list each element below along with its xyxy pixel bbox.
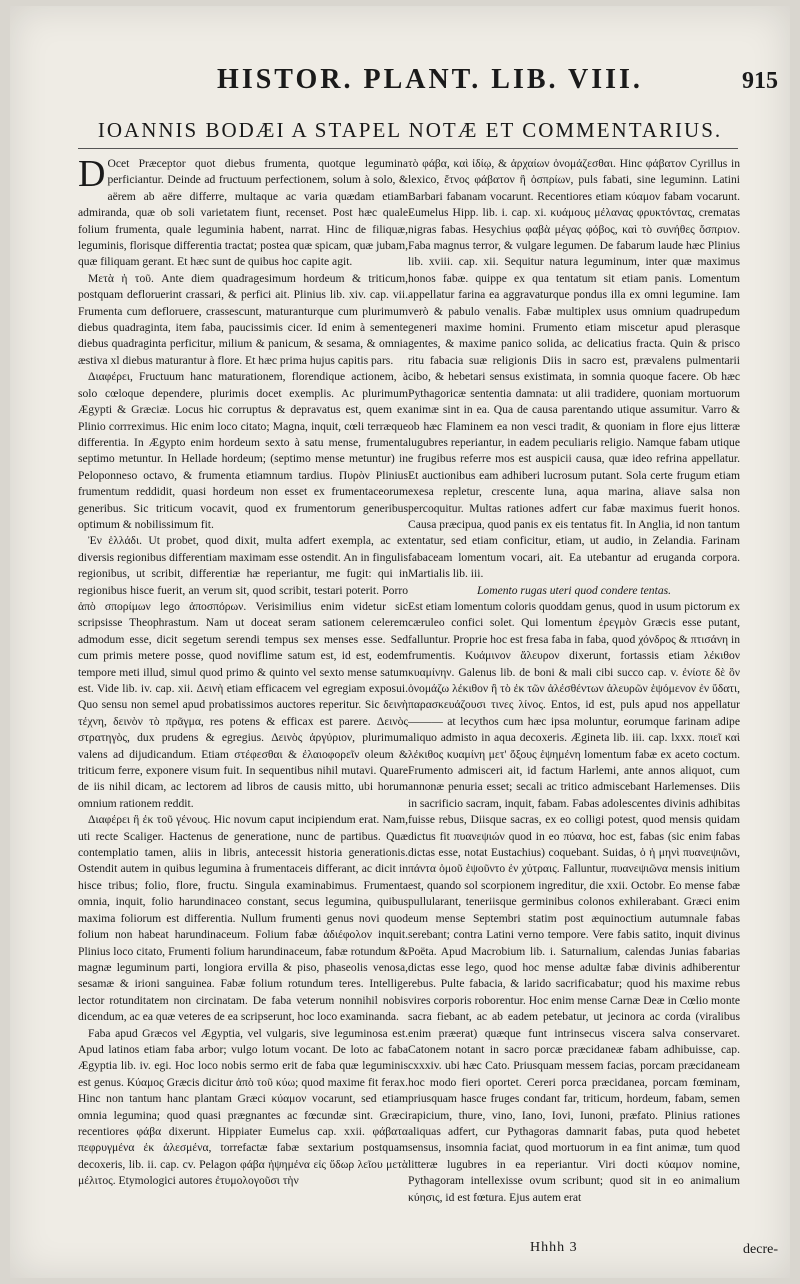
book-page bbox=[10, 6, 790, 1278]
page-number: 915 bbox=[742, 68, 778, 94]
left-column bbox=[78, 153, 408, 1190]
paragraph: τὸ φάβα, καὶ ἰδίῳ, & ἀρχαίων ὀνομάζεσθαι. Hinc φάβατον Cyrillus in lexico, ἔτνος φάβατον ἢ ὀσπρίων, puls fabati, sine leguminn. Latini Barbari fabanam vocarunt. Recentiores etiam κύαμον fabam vocarunt. Eumelus Hipp. lib. i. cap. xi. κυάμους μέλανας φρυκτόντας, crematas nigras fabas. Hesychius φαβὰ μέγας φόβος, καὶ τὸ συνήθες ὄσπριον. Faba magnus terror, & vulgare legumen. De fabarum laude hæc Plinius lib. xviii. cap. xii. Sequitur natura leguminum, inter quæ maximus honos fabæ. quippe ex qua tentatum sit etiam panis. Lomentum appellatur farina ea aggravaturque pondus illa ex omni legumine. Iam verò & pabulo venalis. Fabæ multiplex usus omnium quadrupedum generi maxime homini. Frumento etiam miscetur apud plerasque gentes, & maxime panico solida, ac delicatius fracta. Quin & prisco ritu fabacia suæ religionis Diis in sacro est, prævalens pulmentarii cibo, & hebetari sensus existimata, in somnia quoque facere. Ob hæc Pythagoricæ sententia damnata: ut alii tradidere, quoniam mortuorum animæ sint in ea. Qua de causa parentando utique assumitur. Varro & ob hæc Flaminem ea non vesci tradit, & quoniam in flore ejus litteræ lugubres reperiantur, in eadem peculiaris religio. Namque fabam utique e frugibus referre mos est auspicii causa, quæ ideo refrina appellatur. Et auctionibus eam adhiberi lucrosum putant. Sola certe frugum etiam exesa repletur, crescente luna, aqua marina, aliave salsa non percoquitur. Multas rationes adfert cur fabæ maximus fuerit honos. Causa præcipua, quod panis ex eis tentatus fit. In Anglia, id non tantum tentatur, sed etiam conficitur, etiam, ut audio, in Zelandia. Farinam fabaceam lomentum vocari, ait. Ea utebantur ad eruganda corpora. Martialis lib. iii. bbox=[408, 157, 740, 581]
paragraph: Διαφέρει ἢ ἐκ τοῦ γένους. Hic novum caput incipiendum erat. Nam, uti recte Scaliger. Hactenus de generatione, nunc de partibus. Quæ contemplatio tamen, aliis in libris, antecessit historia generationis. Ostendit autem in quibus legumina à frumentaceis differant, ac dicit in hisce tribus; folio, flore, fructu. Singula examinabimus. Frumenta omnia, inquit, folio harundinaceo constant, secus legumina, quibus maxima foliorum est differentia. Nullum frumenti genus novi quod folium non habeat harundinaceum. Folium fabæ ἀδιέφολον inquit. Plinius loco citato, Frumenti folium harundinaceum, fabæ rotundum & magnæ leguminum parti, longiora ervilla & piso, phaseolis venosa, sesamæ & irioni sanguinea. Fabæ folium rotundum teres. Intellige lector rotunditatem non circinatam. De faba veterum nonnihil nobis dicendum, ac ea quæ veteres de ea scripserunt, hoc loco examinanda. bbox=[78, 813, 408, 1024]
paragraph: Faba apud Græcos vel Ægyptia, vel vulgaris, sive leguminosa est. Apud latinos etiam faba arbor; vulgo lotum vocant. De loto ac faba Ægyptia lib. iv. egi. Hoc loco nobis sermo erit de faba quæ leguminis est genus. Κύαμος Græcis dicitur ἀπὸ τοῦ κύω; quod maxime fit ferax. Hinc non tantum hanc plantam Græci κύαμον vocarunt, sed etiam omnia legumina; quod quasi prægnantes ac fœcundæ sint. Græci recentiores φάβα dixerunt. Hippiater Eumelus cap. xxii. φάβατα πεφρυγμένα ἐκ ἀλεσμένα, torrefactæ fabæ sextarium postquam decoxeris, lib. ii. cap. cv. Pelagon φάβα ἡψημένα εἰς ὕδωρ λεῖου μετὰ μέλιτος. Etymologici autores ἐτυμολογοῦσι τὴν bbox=[78, 1026, 408, 1188]
signature-mark: Hhhh 3 bbox=[530, 1240, 578, 1255]
paragraph: Μετὰ ἡ τοῦ. Ante diem quadragesimum hordeum & triticum, postquam defloruerint crassari, & perfici ait. Plinius lib. xiv. cap. vii. Frumenta cum defloruere, crassescunt, maturanturque cum plurimum diebus quadraginta, item faba, paucissimis cicer. Id enim à semente diebus quadraginta perficitur, milium & panicum, & sesama, & omnia æstiva xl diebus maturantur à flore. Et hæc prima hujus capitis pars. bbox=[78, 271, 408, 367]
paragraph: Ἐν ἑλλάδι. Ut probet, quod dixit, multa adfert exempla, ac ex diversis regionibus differentiam maximam esse ostendit. An in fingulis regionibus, ut scribit, differentiæ hæ reperiantur, me fugit: qui in regionibus hisce fuerit, an verum sit, quod scribit, testari poterit. Porro ἀπὸ σπορίμων lego ἀποσπόρων. Verisimilius enim videtur sic scripsisse Theophrastum. Nam ut doceat seram sationem celerem admodum esse, dicit segetum serendi tempus sex menses esse. Sed cum primis metere posse, quod noviflime satum est, id est, eodem tempore meti illud, simul quod primo & quinto vel sexto mense satum est. Vide lib. iv. cap. xii. Δεινὴ etiam efficacem vel egregiam exposui. Quo sensu non semel apud probatissimos auctores reperitur. Sic δεινὴ τέχνη, δεινὸν τὸ πρᾶγμα, res potens & efficax est parere. Δεινὸς στρατηγὸς, dux prudens & egregius. Δεινὸς ἀργύριον, plurimum valens ad dijudicandum. Etiam στέφεσθαι & ἐλαιοφορεῖν oleum & triticum ferre, exponere visum fuit. In sequentibus nihil mutavi. Quare de iis nihil dicam, ac lectorem ad libros de causis mitto, ubi horum omnium rationem reddit. bbox=[78, 534, 408, 810]
header-rule bbox=[78, 148, 738, 149]
catchword: decre- bbox=[743, 1242, 778, 1257]
paragraph bbox=[78, 153, 408, 271]
section-title: IOANNIS BODÆI A STAPEL NOTÆ ET COMMENTARIUS. bbox=[97, 118, 723, 142]
paragraph: Est etiam lomentum coloris quoddam genus, quod in usum pictorum ex cæruleo confici solet. Qui lomentum ἐρεγμὸν Græcis esse putant, falluntur. Proprie hoc est fresa faba in faba, quod χόνδρος & πτισάνη in frumentis. Κυάμινον ἄλευρον dixerunt, fortassis etiam λέκιθον κυαμίνην. Galenus lib. de boni & mali cibi succo cap. v. ἐνίοτε δὲ ὃν ὀνομάζω λέκιθον ἢ τὸ ἐκ τῶν ἀλέσθέντων ἀλευρῶν ἑψόμενον ἐν ὕδατι, παρασκευάζουσι τινες λίνος. Entos, id est, puls apud nos appellatur ——— at lecythos cum hæc ipsa moluntur, eorumque farinam adipe aliquo admisto in aqua decoxeris. Ægineta lib. iii. cap. lxxx. ποιεῖ καὶ λέκιθος κυαμίνη μετ' ὄξους ἑψημένη lomentum fabæ ex aceto coctum. Frumento admisceri ait, id factum Harlemi, ante annos aliquot, cum annonæ penuria esset; secali ac tritico admiscebant Harlemenses. Diis in sacrificio sacram, inquit, fabam. Fabas adolescentes divinis adhibitas fuisse rebus, Diisque sacras, ex eo colligi potest, quod mensis quidam dictus fit πυανεψιών quod in eo πύανα, hoc est, fabas (sic enim fabas dictas esse, notat Eustachius) coquebant. Suidas, ὁ ἡ μηνὶ πυανεψιῶνι, πάντα ὁμοῦ ἑψοῦντο ἐν χύτραις. Falluntur, πυανεψιῶνα mensis initium est, quando sol scorpionem ingreditur, die xxii. Octobr. Eo mense fabæ pullularant, teneriisque germinibus colonos exhilerabant. Græci enim eum mense Septembri statim post æquinoctium autumnale fabas serebant; contra Latini verno tempore. Vere fabis satito, inquit divinus Poëta. Apud Macrobium lib. i. Saturnalium, calendas Junias fabarias dictas esse lego, quod hoc mense adultæ fabæ divinis adhiberentur rebus. Pulte fabacia, & larido sacrificabatur; quod his maxime rebus vires corporis roborentur. Hoc enim mense Carnæ Deæ in Cœlio monte sacra fiebant, ac ab eadem petebatur, ut jecinora ac corda (viralibus enim præerat) quæque funt intrinsecus viscera salva conservaret. Catonem notant in sacro porcæ præcidaneæ fabam adhibuisse, cap. cxxxiv. ubi hæc Cato. Priusquam messem facias, porcam præcidaneam hoc modo fieri oportet. Cereri porca præcidanea, porcam fœminam, priusquam hasce fruges condant far, triticum, hordeum, fabam, semen rapicium, thure, vino, Iano, Iovi, Iunoni, præfato. Plinius rationes aliquas adfert, cur Pythagoras damnarit fabas, puta quod hebetet sensus, insomnia faciat, quod mortuorum in ea fint animæ, tum quod litteræ lugubres in ea reperiantur. Viri docti κύαμον nomine, Pythagoram intellexisse ovum scribunt; quod sit in eo animalium κύησις, id est fœtura. Ejus autem erat bbox=[408, 599, 740, 1204]
paragraph-text: Ocet Præceptor quot diebus frumenta, quotque legumina perficiantur. Deinde ad fructuum perfectionem, solum à solo, & aërem ab aëre differre, multaque ac varia quædam etiam admiranda, quæ ob soli varietatem fiunt, recenset. Post hæc quale folium frumenta, quale leguminia habent, narrat. Hinc de filiquæ, leguminis, florisque differentia tractat; postea quæ spicam, quæ jubam, quæ filiquam gerant. Et hæc sunt de quibus hoc capite agit. bbox=[78, 157, 408, 269]
running-head: HISTOR. PLANT. LIB. VIII. bbox=[217, 64, 643, 95]
verse-quote: Lomento rugas uteri quod condere tentas. bbox=[476, 583, 672, 597]
right-column bbox=[408, 156, 740, 1206]
drop-cap: D bbox=[78, 153, 106, 195]
paragraph: Διαφέρει, Fructuum hanc maturationem, florendique actionem, à solo cœloque dependere, plurimis docet exemplis. Ac plurimum Ægypti & Græciæ. Locus hic corruptus & depravatus est, quem ex Plinio corrreximus. Hic enim loco citato; Magna, inquit, cœli terræque differentia. In Ægypto enim hordeum sexto à satu mense, frumenta septimo metuntur. In Hellade hordeum; (septimo mense metuntur) in Peloponneso octavo, & frumenta etiamnum tardius. Πυρὸν Plinius frumentum reddidit, quasi hordeum non esset ex frumentaceorum generibus. Sic triticum vocavit, quod ex frumentorum generibus optimum & nobilissimum fit. bbox=[78, 370, 408, 531]
